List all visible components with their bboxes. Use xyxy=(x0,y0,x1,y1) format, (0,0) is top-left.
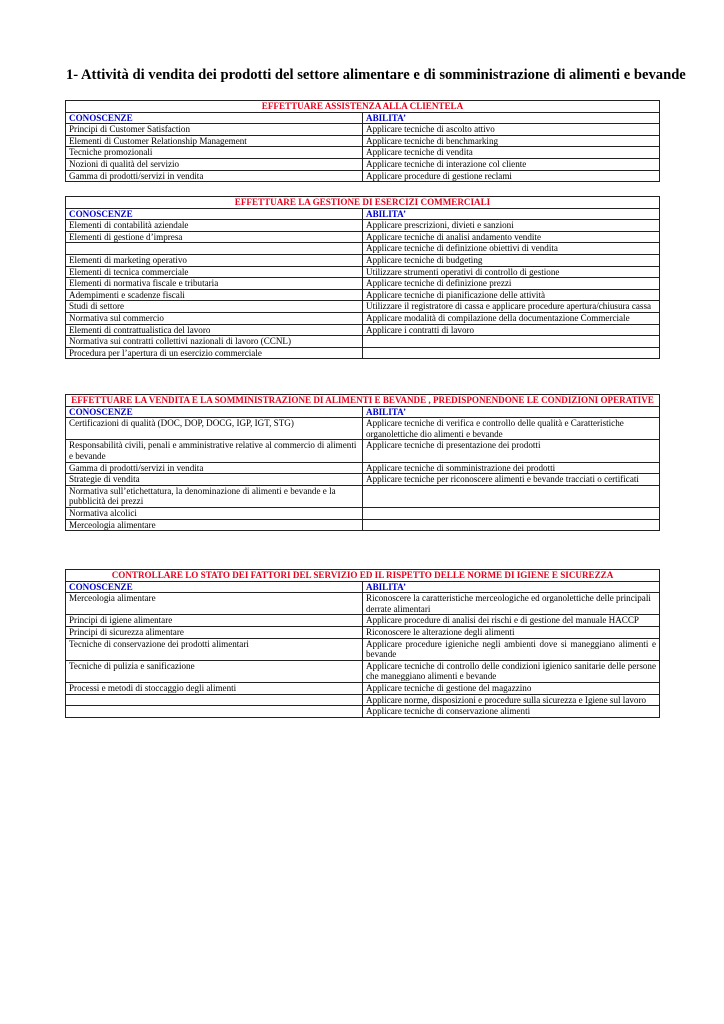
conoscenza-cell: Tecniche di conservazione dei prodotti alimentari xyxy=(66,638,363,660)
table-row xyxy=(66,124,660,136)
abilita-cell: Applicare modalità di compilazione della documentazione Commerciale xyxy=(363,312,660,324)
conoscenza-cell: Certificazioni di qualità (DOC, DOP, DOCG, IGP, IGT, STG) xyxy=(66,418,363,440)
conoscenza-cell: Studi di settore xyxy=(66,301,363,313)
conoscenza-cell xyxy=(66,243,363,255)
abilita-cell xyxy=(363,347,660,359)
header-row xyxy=(66,581,660,593)
table-row xyxy=(66,278,660,290)
abilita-cell xyxy=(363,336,660,348)
table-row xyxy=(66,682,660,694)
table-row xyxy=(66,254,660,266)
abilita-cell: Applicare tecniche di budgeting xyxy=(363,254,660,266)
table-row xyxy=(66,135,660,147)
table-row xyxy=(66,474,660,486)
table-row xyxy=(66,158,660,170)
section-table-vendita-somministrazione xyxy=(65,394,660,531)
abilita-cell: Applicare norme, disposizioni e procedure sulla sicurezza e Igiene sul lavoro xyxy=(363,694,660,706)
table-row xyxy=(66,347,660,359)
conoscenza-cell: Strategie di vendita xyxy=(66,474,363,486)
abilita-cell: Applicare tecniche per riconoscere alimenti e bevande tracciati o certificati xyxy=(363,474,660,486)
table-row xyxy=(66,170,660,182)
section-title: EFFETTUARE LA GESTIONE DI ESERCIZI COMMERCIALI xyxy=(66,197,660,209)
conoscenza-cell: Elementi di gestione d’impresa xyxy=(66,231,363,243)
table-row xyxy=(66,289,660,301)
conoscenza-cell: Principi di sicurezza alimentare xyxy=(66,626,363,638)
abilita-cell: Applicare tecniche di gestione del magazzino xyxy=(363,682,660,694)
abilita-cell xyxy=(363,519,660,531)
table-row xyxy=(66,485,660,507)
header-conoscenze: CONOSCENZE xyxy=(66,208,363,220)
section-table-gestione-esercizi xyxy=(65,196,660,359)
header-row xyxy=(66,112,660,124)
conoscenza-cell: Normativa sui contratti collettivi nazionali di lavoro (CCNL) xyxy=(66,336,363,348)
table-row xyxy=(66,220,660,232)
conoscenza-cell: Elementi di contrattualistica del lavoro xyxy=(66,324,363,336)
abilita-cell: Applicare tecniche di vendita xyxy=(363,147,660,159)
abilita-cell: Applicare tecniche di definizione obiettivi di vendita xyxy=(363,243,660,255)
abilita-cell: Applicare tecniche di somministrazione dei prodotti xyxy=(363,462,660,474)
header-conoscenze: CONOSCENZE xyxy=(66,406,363,418)
conoscenza-cell: Normativa sul commercio xyxy=(66,312,363,324)
table-row xyxy=(66,336,660,348)
abilita-cell: Applicare tecniche di presentazione dei prodotti xyxy=(363,440,660,462)
header-abilita: ABILITA’ xyxy=(363,208,660,220)
section-title-row xyxy=(66,395,660,407)
abilita-cell: Utilizzare strumenti operativi di controllo di gestione xyxy=(363,266,660,278)
abilita-cell: Applicare tecniche di pianificazione delle attività xyxy=(363,289,660,301)
header-conoscenze: CONOSCENZE xyxy=(66,112,363,124)
conoscenza-cell: Merceologia alimentare xyxy=(66,519,363,531)
conoscenza-cell: Elementi di tecnica commerciale xyxy=(66,266,363,278)
abilita-cell: Riconoscere la caratteristiche merceologiche ed organolettiche delle principali derrate alimentari xyxy=(363,593,660,615)
abilita-cell: Utilizzare il registratore di cassa e applicare procedure apertura/chiusura cassa xyxy=(363,301,660,313)
table-row xyxy=(66,312,660,324)
table-row xyxy=(66,660,660,682)
abilita-cell: Applicare tecniche di verifica e controllo delle qualità e Caratteristiche organolettiche dio alimenti e bevande xyxy=(363,418,660,440)
header-abilita: ABILITA’ xyxy=(363,112,660,124)
conoscenza-cell: Tecniche di pulizia e sanificazione xyxy=(66,660,363,682)
header-row xyxy=(66,406,660,418)
table-row xyxy=(66,231,660,243)
table-row xyxy=(66,638,660,660)
conoscenza-cell xyxy=(66,706,363,718)
abilita-cell: Applicare tecniche di definizione prezzi xyxy=(363,278,660,290)
conoscenza-cell: Gamma di prodotti/servizi in vendita xyxy=(66,462,363,474)
conoscenza-cell: Elementi di marketing operativo xyxy=(66,254,363,266)
section-title: CONTROLLARE LO STATO DEI FATTORI DEL SERVIZIO ED IL RISPETTO DELLE NORME DI IGIENE E SICUREZZA xyxy=(66,570,660,582)
section-table-assistenza-clientela xyxy=(65,100,660,182)
conoscenza-cell: Responsabilità civili, penali e amministrative relative al commercio di alimenti e bevande xyxy=(66,440,363,462)
table-row xyxy=(66,301,660,313)
conoscenza-cell: Normativa alcolici xyxy=(66,507,363,519)
header-abilita: ABILITA’ xyxy=(363,406,660,418)
header-conoscenze: CONOSCENZE xyxy=(66,581,363,593)
table-row xyxy=(66,243,660,255)
conoscenza-cell: Merceologia alimentare xyxy=(66,593,363,615)
conoscenza-cell: Normativa sull’etichettatura, la denominazione di alimenti e bevande e la pubblicità dei prezzi xyxy=(66,485,363,507)
conoscenza-cell: Nozioni di qualità del servizio xyxy=(66,158,363,170)
abilita-cell: Applicare procedure di analisi dei rischi e di gestione del manuale HACCP xyxy=(363,615,660,627)
abilita-cell: Applicare tecniche di analisi andamento vendite xyxy=(363,231,660,243)
table-row xyxy=(66,418,660,440)
conoscenza-cell: Principi di Customer Satisfaction xyxy=(66,124,363,136)
section-title-row xyxy=(66,101,660,113)
abilita-cell: Applicare tecniche di interazione col cliente xyxy=(363,158,660,170)
conoscenza-cell: Gamma di prodotti/servizi in vendita xyxy=(66,170,363,182)
conoscenza-cell: Adempimenti e scadenze fiscali xyxy=(66,289,363,301)
conoscenza-cell: Tecniche promozionali xyxy=(66,147,363,159)
conoscenza-cell xyxy=(66,694,363,706)
section-title-row xyxy=(66,570,660,582)
section-title-row xyxy=(66,197,660,209)
table-row xyxy=(66,462,660,474)
section-title: EFFETTUARE LA VENDITA E LA SOMMINISTRAZIONE DI ALIMENTI E BEVANDE , PREDISPONENDONE LE CONDIZIONI OPERATIVE xyxy=(66,395,660,407)
table-row xyxy=(66,694,660,706)
conoscenza-cell: Elementi di contabilità aziendale xyxy=(66,220,363,232)
abilita-cell: Applicare tecniche di conservazione alimenti xyxy=(363,706,660,718)
table-row xyxy=(66,440,660,462)
conoscenza-cell: Elementi di normativa fiscale e tributaria xyxy=(66,278,363,290)
section-table-igiene-sicurezza xyxy=(65,569,660,718)
table-row xyxy=(66,615,660,627)
conoscenza-cell: Principi di igiene alimentare xyxy=(66,615,363,627)
conoscenza-cell: Procedura per l’apertura di un esercizio commerciale xyxy=(66,347,363,359)
table-row xyxy=(66,507,660,519)
page-title: 1- Attività di vendita dei prodotti del settore alimentare e di somministrazione di alimenti e bevande xyxy=(66,67,686,83)
table-row xyxy=(66,147,660,159)
abilita-cell: Applicare procedure di gestione reclami xyxy=(363,170,660,182)
abilita-cell: Applicare i contratti di lavoro xyxy=(363,324,660,336)
header-abilita: ABILITA’ xyxy=(363,581,660,593)
conoscenza-cell: Processi e metodi di stoccaggio degli alimenti xyxy=(66,682,363,694)
abilita-cell: Applicare procedure igieniche negli ambienti dove si maneggiano alimenti e bevande xyxy=(363,638,660,660)
header-row xyxy=(66,208,660,220)
table-row xyxy=(66,324,660,336)
table-row xyxy=(66,519,660,531)
table-row xyxy=(66,706,660,718)
abilita-cell xyxy=(363,485,660,507)
table-row xyxy=(66,626,660,638)
abilita-cell xyxy=(363,507,660,519)
section-title: EFFETTUARE ASSISTENZA ALLA CLIENTELA xyxy=(66,101,660,113)
table-row xyxy=(66,593,660,615)
abilita-cell: Applicare tecniche di benchmarking xyxy=(363,135,660,147)
abilita-cell: Riconoscere le alterazione degli alimenti xyxy=(363,626,660,638)
abilita-cell: Applicare tecniche di controllo delle condizioni igienico sanitarie delle persone che maneggiano alimenti e bevande xyxy=(363,660,660,682)
conoscenza-cell: Elementi di Customer Relationship Management xyxy=(66,135,363,147)
abilita-cell: Applicare tecniche di ascolto attivo xyxy=(363,124,660,136)
table-row xyxy=(66,266,660,278)
abilita-cell: Applicare prescrizioni, divieti e sanzioni xyxy=(363,220,660,232)
